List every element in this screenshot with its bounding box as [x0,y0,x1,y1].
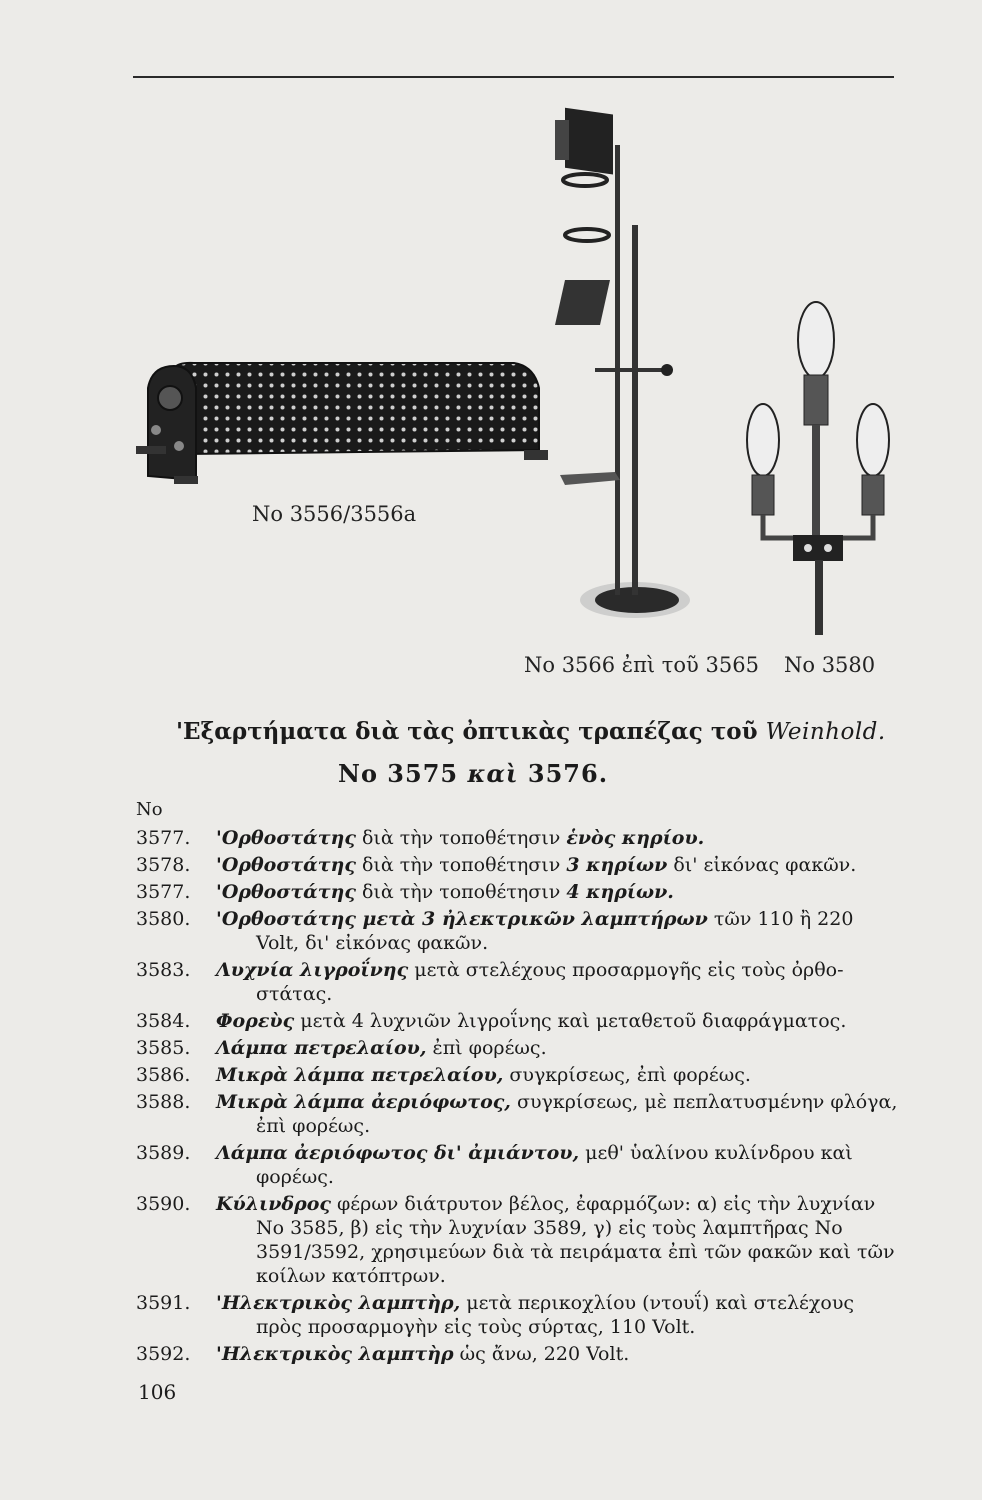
entry-number: 3591. [136,1292,191,1314]
entry-number: 3584. [136,1010,191,1032]
top-rule [133,76,894,78]
entry-number: 3590. [136,1193,191,1215]
entry-text: συγκρίσεως, ἐπὶ φορέως. [509,1064,751,1086]
entry-number: 3592. [136,1343,191,1365]
entry-name: 'Ορθοστάτης [216,827,356,849]
subheading-and: καὶ [467,759,519,788]
entry-continuation: φορέως. [256,1166,334,1188]
entry-continuation: ἐπὶ φορέως. [256,1115,371,1137]
three-lamp-illustration [738,300,898,640]
entry-name: 'Ηλεκτρικὸς λαμπτὴρ [216,1343,454,1365]
entry-name: Φορεὺς [216,1010,295,1032]
stand-caption: No 3566 ἐπὶ τοῦ 3565 [524,653,759,677]
entry-continuation: στάτας. [256,983,333,1005]
catalog-entries [136,826,906,1369]
heading-text: 'Εξαρτήματα διὰ τὰς ὀπτικὰς τραπέζας τοῦ [176,718,758,745]
catalog-entry [136,826,906,850]
entry-number: 3577. [136,881,191,903]
entry-name2: ἑνὸς κηρίου. [566,827,705,849]
catalog-entry [136,1192,906,1288]
entry-text: διὰ τὴν τοποθέτησιν [361,881,561,903]
entry-text: συγκρίσεως, μὲ πεπλατυσμένην φλόγα, [516,1091,898,1113]
catalog-entry [136,907,906,955]
entry-text: μεθ' ὑαλίνου κυλίνδρου καὶ [585,1142,853,1164]
list-label: No [136,799,163,820]
entry-text: μετὰ στελέχους προσαρμογῆς εἰς τοὺς ὀρθο- [414,959,844,981]
optical-stand-illustration [545,100,695,620]
catalog-entry [136,958,906,1006]
entry-name: 'Ορθοστάτης [216,881,356,903]
catalog-entry [136,1342,906,1366]
heading-name: Weinhold. [765,719,886,745]
entry-text: διὰ τὴν τοποθέτησιν [361,827,561,849]
entry-text: ὡς ἄνω, 220 Volt. [459,1343,630,1365]
page-number: 106 [138,1380,177,1404]
entry-name: 'Ορθοστάτης [216,854,356,876]
entry-text: τῶν 110 ἢ 220 [713,908,854,930]
entry-number: 3578. [136,854,191,876]
catalog-entry [136,1063,906,1087]
entry-text: μετὰ περικοχλίου (ντουΐ) καὶ στελέχους [466,1292,855,1314]
entry-number: 3589. [136,1142,191,1164]
entry-name: 'Ορθοστάτης μετὰ 3 ἠλεκτρικῶν λαμπτήρων [216,908,708,930]
entry-name: Λάμπα ἀεριόφωτος δι' ἀμιάντου, [216,1142,580,1164]
entry-name: Λυχνία λιγροΐνης [216,959,409,981]
entry-number: 3585. [136,1037,191,1059]
entry-name: Μικρὰ λάμπα πετρελαίου, [216,1064,504,1086]
catalog-entry [136,1009,906,1033]
entry-name: Λάμπα πετρελαίου, [216,1037,427,1059]
entry-text: ἐπὶ φορέως. [432,1037,547,1059]
heater-caption: No 3556/3556a [252,502,417,526]
entry-continuation: πρὸς προσαρμογὴν εἰς τοὺς σύρτας, 110 Volt. [256,1316,696,1338]
entry-number: 3580. [136,908,191,930]
entry-text: διὰ τὴν τοποθέτησιν [361,854,561,876]
entry-name: Κύλινδρος [216,1193,331,1215]
subheading-b: 3576. [527,759,609,788]
entry-text: φέρων διάτρυτον βέλος, ἐφαρμόζων: α) εἰς τὴν λυχνίαν [337,1193,876,1215]
subheading-a: No 3575 [338,759,459,788]
catalog-entry [136,880,906,904]
lamp-caption: No 3580 [784,653,876,677]
entry-name2: 4 κηρίων. [566,881,674,903]
catalog-entry [136,1090,906,1138]
entry-name: Μικρὰ λάμπα ἀεριόφωτος, [216,1091,511,1113]
entry-continuation: No 3585, β) εἰς τὴν λυχνίαν 3589, γ) εἰς τοὺς λαμπτῆρας No 3591/3592, χρησιμεύων διὰ τὰ πειράματα ἐπὶ τῶν φακῶν καὶ τῶν κοίλων κατόπτρων. [256,1217,895,1287]
entry-number: 3586. [136,1064,191,1086]
section-subheading [338,759,608,788]
entry-number: 3577. [136,827,191,849]
entry-number: 3583. [136,959,191,981]
entry-number: 3588. [136,1091,191,1113]
heater-illustration [134,358,554,493]
catalog-entry [136,853,906,877]
entry-name: 'Ηλεκτρικὸς λαμπτὴρ, [216,1292,461,1314]
entry-continuation: Volt, δι' εἰκόνας φακῶν. [256,932,489,954]
section-heading [176,718,886,745]
entry-text2: δι' εἰκόνας φακῶν. [673,854,857,876]
catalog-entry [136,1141,906,1189]
entry-text: μετὰ 4 λυχνιῶν λιγροΐνης καὶ μεταθετοῦ διαφράγματος. [300,1010,847,1032]
entry-name2: 3 κηρίων [566,854,668,876]
catalog-entry [136,1036,906,1060]
catalog-entry [136,1291,906,1339]
